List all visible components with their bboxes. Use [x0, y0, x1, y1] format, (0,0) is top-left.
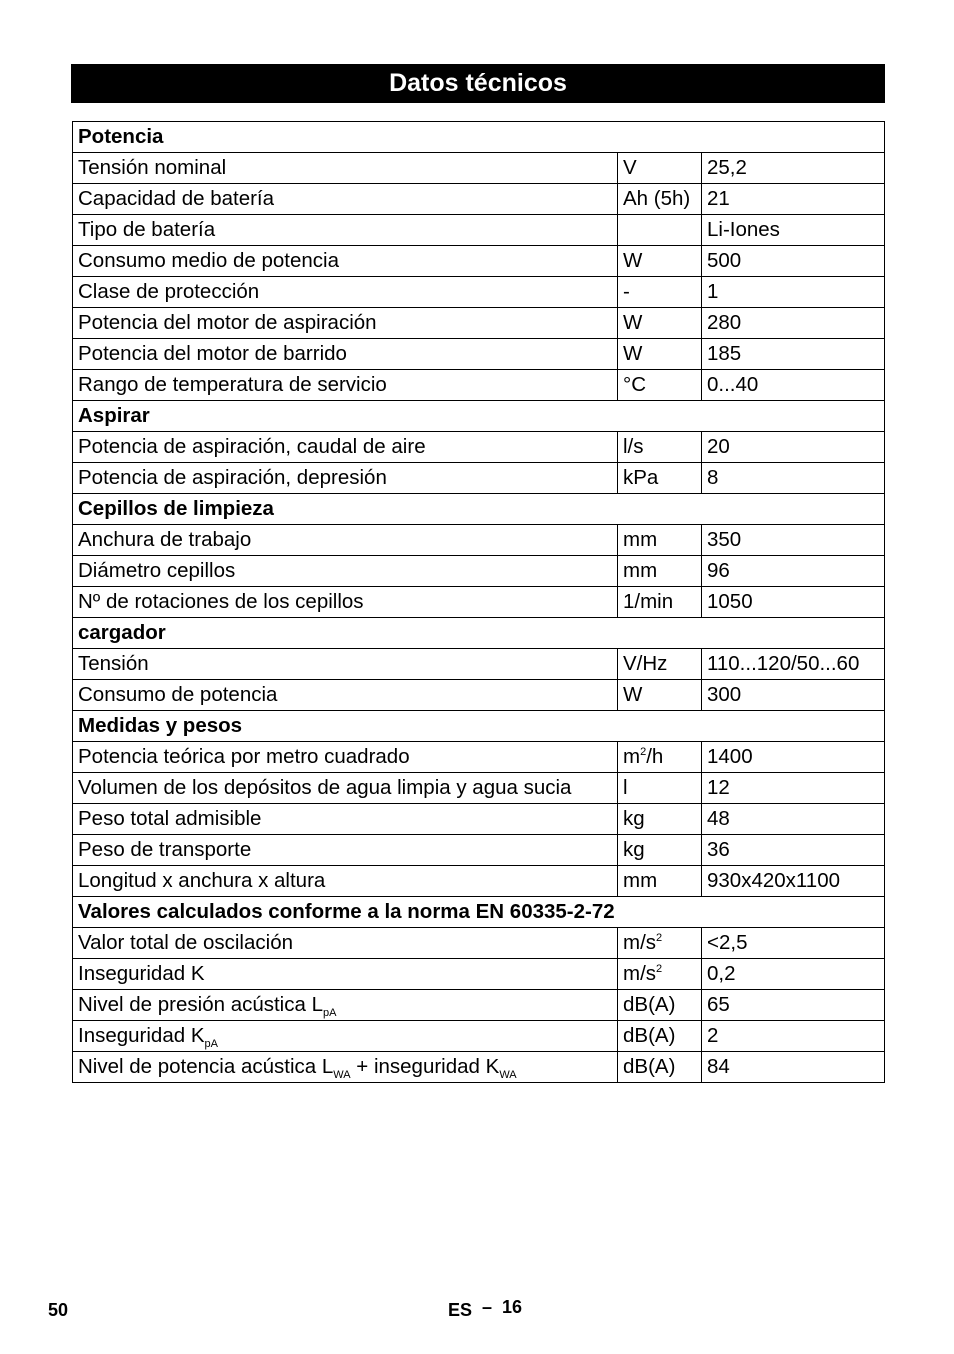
row-value: 8	[702, 463, 885, 494]
row-unit	[618, 1021, 702, 1052]
table-row	[73, 370, 885, 401]
label-text: Potencia de aspiración, depresión	[78, 466, 387, 489]
unit-text: dB(A)	[623, 993, 676, 1016]
row-value: 930x420x1100	[702, 866, 885, 897]
section-heading-row	[73, 711, 885, 742]
table-row	[73, 649, 885, 680]
section-heading: Valores calculados conforme a la norma EN 60335-2-72	[73, 897, 885, 928]
row-unit	[618, 804, 702, 835]
table-row	[73, 277, 885, 308]
section-heading: Cepillos de limpieza	[73, 494, 885, 525]
label-text: Tipo de batería	[78, 218, 216, 241]
section-heading: Potencia	[73, 122, 885, 153]
label-text: Inseguridad K	[78, 1024, 205, 1047]
label-text: Potencia del motor de barrido	[78, 342, 347, 365]
row-label	[73, 928, 618, 959]
row-label	[73, 308, 618, 339]
unit-text: m	[623, 745, 641, 768]
row-value: 350	[702, 525, 885, 556]
unit-text: W	[623, 249, 643, 272]
row-label	[73, 1052, 618, 1083]
row-label	[73, 153, 618, 184]
row-value: Li-Iones	[702, 215, 885, 246]
row-value: 84	[702, 1052, 885, 1083]
row-value: 25,2	[702, 153, 885, 184]
row-label	[73, 525, 618, 556]
row-unit	[618, 432, 702, 463]
section-heading: Aspirar	[73, 401, 885, 432]
unit-text: mm	[623, 869, 658, 892]
row-label	[73, 463, 618, 494]
row-value: 36	[702, 835, 885, 866]
row-unit	[618, 742, 702, 773]
table-row	[73, 959, 885, 990]
label-text: Tensión	[78, 652, 149, 675]
label-text: Nº de rotaciones de los cepillos	[78, 590, 364, 613]
label-text: Consumo medio de potencia	[78, 249, 339, 272]
label-text: Potencia del motor de aspiración	[78, 311, 377, 334]
row-value: 65	[702, 990, 885, 1021]
row-value: 20	[702, 432, 885, 463]
row-value: 48	[702, 804, 885, 835]
unit-text: W	[623, 311, 643, 334]
table-row	[73, 680, 885, 711]
unit-text: l	[623, 776, 628, 799]
unit-text: Ah (5h)	[623, 187, 691, 210]
label-text: Volumen de los depósitos de agua limpia y agua sucia	[78, 776, 572, 799]
table-row	[73, 990, 885, 1021]
unit-text: W	[623, 683, 643, 706]
table-row	[73, 184, 885, 215]
sub-page-number: 16	[502, 1297, 523, 1317]
row-unit	[618, 215, 702, 246]
unit-text: -	[623, 280, 630, 303]
table-row	[73, 866, 885, 897]
label-text: Rango de temperatura de servicio	[78, 373, 387, 396]
unit-text: kPa	[623, 466, 659, 489]
table-row	[73, 1052, 885, 1083]
label-text: Peso total admisible	[78, 807, 262, 830]
row-unit	[618, 649, 702, 680]
table-row	[73, 246, 885, 277]
table-row	[73, 525, 885, 556]
label-text-rest: + inseguridad K	[350, 1055, 500, 1078]
section-heading-row	[73, 494, 885, 525]
label-text: Potencia teórica por metro cuadrado	[78, 745, 410, 768]
section-heading-row	[73, 122, 885, 153]
unit-text: V	[623, 156, 637, 179]
row-unit	[618, 246, 702, 277]
label-text: Clase de protección	[78, 280, 260, 303]
table-row	[73, 308, 885, 339]
row-unit	[618, 1052, 702, 1083]
table-row	[73, 773, 885, 804]
row-value: 1	[702, 277, 885, 308]
row-unit	[618, 184, 702, 215]
unit-text: V/Hz	[623, 652, 668, 675]
row-unit	[618, 990, 702, 1021]
row-label	[73, 866, 618, 897]
row-label	[73, 184, 618, 215]
unit-text: kg	[623, 807, 645, 830]
row-value: 2	[702, 1021, 885, 1052]
row-label	[73, 680, 618, 711]
row-unit	[618, 277, 702, 308]
row-label	[73, 1021, 618, 1052]
label-subscript: pA	[323, 1007, 337, 1020]
technical-data-table	[72, 121, 885, 1083]
row-value: 12	[702, 773, 885, 804]
row-unit	[618, 866, 702, 897]
row-label	[73, 432, 618, 463]
row-label	[73, 277, 618, 308]
row-label	[73, 990, 618, 1021]
label-text: Tensión nominal	[78, 156, 227, 179]
label-text: Nivel de potencia acústica L	[78, 1055, 334, 1078]
table-row	[73, 556, 885, 587]
table-row	[73, 215, 885, 246]
row-value: <2,5	[702, 928, 885, 959]
label-text: Valor total de oscilación	[78, 931, 293, 954]
table-row	[73, 153, 885, 184]
label-subscript: WA	[333, 1069, 351, 1082]
row-value: 185	[702, 339, 885, 370]
row-label	[73, 215, 618, 246]
language-code: ES	[448, 1300, 473, 1320]
table-row	[73, 587, 885, 618]
row-unit	[618, 773, 702, 804]
row-value: 280	[702, 308, 885, 339]
unit-text: dB(A)	[623, 1024, 676, 1047]
unit-text: kg	[623, 838, 645, 861]
unit-superscript: 2	[640, 746, 647, 759]
unit-text: m/s	[623, 931, 657, 954]
row-label	[73, 804, 618, 835]
label-text: Consumo de potencia	[78, 683, 278, 706]
unit-text: 1/min	[623, 590, 674, 613]
row-label	[73, 742, 618, 773]
row-value: 1400	[702, 742, 885, 773]
section-heading-row	[73, 401, 885, 432]
label-text: Potencia de aspiración, caudal de aire	[78, 435, 426, 458]
row-label	[73, 339, 618, 370]
row-value: 110...120/50...60	[702, 649, 885, 680]
row-unit	[618, 339, 702, 370]
label-text: Anchura de trabajo	[78, 528, 252, 551]
label-text: Inseguridad K	[78, 962, 205, 985]
unit-text: mm	[623, 559, 658, 582]
section-heading: cargador	[73, 618, 885, 649]
row-unit	[618, 525, 702, 556]
row-label	[73, 649, 618, 680]
label-text: Capacidad de batería	[78, 187, 275, 210]
row-unit	[618, 587, 702, 618]
row-value: 0...40	[702, 370, 885, 401]
row-unit	[618, 928, 702, 959]
table-row	[73, 804, 885, 835]
section-heading: Medidas y pesos	[73, 711, 885, 742]
row-label	[73, 556, 618, 587]
table-row	[73, 742, 885, 773]
label-subscript: pA	[204, 1038, 218, 1051]
row-unit	[618, 463, 702, 494]
row-value: 21	[702, 184, 885, 215]
row-value: 96	[702, 556, 885, 587]
row-label	[73, 246, 618, 277]
row-unit	[618, 153, 702, 184]
row-unit	[618, 370, 702, 401]
unit-text: °C	[623, 373, 647, 396]
table-row	[73, 835, 885, 866]
unit-text: m/s	[623, 962, 657, 985]
row-value: 0,2	[702, 959, 885, 990]
label-text: Nivel de presión acústica L	[78, 993, 323, 1016]
unit-superscript: 2	[656, 932, 663, 945]
page-dash: –	[482, 1297, 493, 1317]
label-text: Longitud x anchura x altura	[78, 869, 326, 892]
unit-text-rest: /h	[646, 745, 664, 768]
unit-text: l/s	[623, 435, 644, 458]
row-value: 500	[702, 246, 885, 277]
row-label	[73, 587, 618, 618]
section-heading-row	[73, 618, 885, 649]
label-text: Diámetro cepillos	[78, 559, 236, 582]
unit-superscript: 2	[656, 963, 663, 976]
row-label	[73, 959, 618, 990]
row-value: 1050	[702, 587, 885, 618]
label-subscript: WA	[499, 1069, 517, 1082]
row-unit	[618, 556, 702, 587]
page-number: 50	[48, 1300, 69, 1320]
row-value: 300	[702, 680, 885, 711]
table-row	[73, 463, 885, 494]
table-row	[73, 339, 885, 370]
row-unit	[618, 959, 702, 990]
row-unit	[618, 835, 702, 866]
row-label	[73, 835, 618, 866]
table-row	[73, 432, 885, 463]
table-row	[73, 1021, 885, 1052]
label-text: Peso de transporte	[78, 838, 252, 861]
table-row	[73, 928, 885, 959]
unit-text: W	[623, 342, 643, 365]
row-label	[73, 370, 618, 401]
row-unit	[618, 308, 702, 339]
unit-text: mm	[623, 528, 658, 551]
unit-text: dB(A)	[623, 1055, 676, 1078]
row-unit	[618, 680, 702, 711]
page-title: Datos técnicos	[71, 64, 885, 103]
section-heading-row	[73, 897, 885, 928]
row-label	[73, 773, 618, 804]
